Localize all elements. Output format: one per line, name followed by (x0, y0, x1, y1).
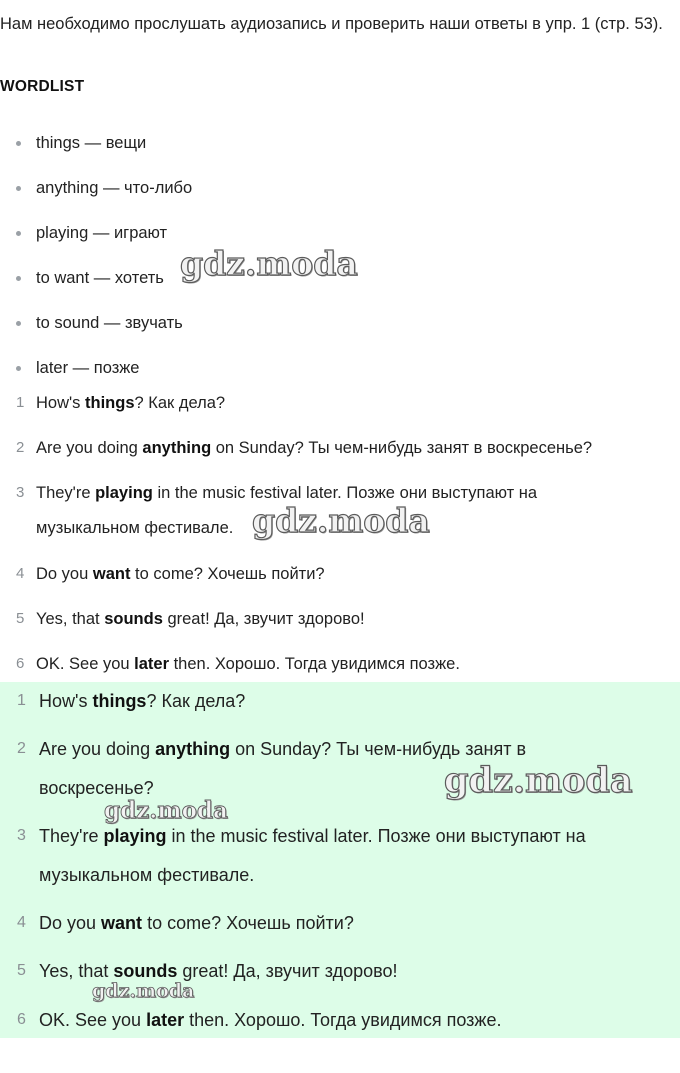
line-text: How's things? Как дела? (39, 691, 246, 711)
line-number: 4 (16, 565, 25, 582)
line-text: OK. See you later then. Хорошо. Тогда увидимся позже. (39, 1010, 502, 1030)
dialogue-line (0, 557, 680, 602)
watermark-logo: gdz.moda (92, 980, 195, 1002)
bullet-icon (16, 321, 21, 326)
line-text: Do you want to come? Хочешь пойти? (39, 913, 354, 933)
watermark-logo: gdz.moda (104, 797, 228, 824)
line-text: OK. See you later then. Хорошо. Тогда увидимся позже. (36, 655, 460, 673)
list-item (0, 306, 680, 351)
dialogue-line (0, 386, 680, 431)
wordlist-entry: later — позже (36, 359, 140, 377)
bullet-icon (16, 186, 21, 191)
line-text: Yes, that sounds great! Да, звучит здорово! (36, 610, 365, 628)
line-number: 6 (17, 1011, 26, 1028)
dialogue-line (0, 817, 680, 895)
line-text: Yes, that sounds great! Да, звучит здорово! (39, 961, 398, 981)
line-number: 2 (16, 439, 25, 456)
line-text: Are you doing anything on Sunday? Ты чем-нибудь занят в воскресенье? (39, 739, 527, 798)
bullet-icon (16, 231, 21, 236)
wordlist-entry: to sound — звучать (36, 314, 183, 332)
dialogue-line (0, 431, 680, 476)
line-text: They're playing in the music festival later. Позже они выступают на музыкальном фестивале. (36, 484, 538, 537)
bullet-icon (16, 366, 21, 371)
bullet-icon (16, 141, 21, 146)
wordlist-entry: to want — хотеть (36, 269, 164, 287)
watermark-logo: gdz.moda (180, 244, 358, 283)
line-number: 4 (17, 914, 26, 931)
dialogue-line (0, 904, 680, 943)
line-text: They're playing in the music festival later. Позже они выступают на музыкальном фестивале. (39, 826, 586, 885)
dialogue-line (0, 1001, 680, 1040)
wordlist-entry: anything — что-либо (36, 179, 193, 197)
wordlist-entry: things — вещи (36, 134, 147, 152)
line-number: 1 (16, 394, 25, 411)
line-number: 6 (16, 655, 25, 672)
dialogue-line (0, 602, 680, 647)
watermark-logo: gdz.moda (252, 501, 430, 540)
intro-text: Нам необходимо прослушать аудиозапись и проверить наши ответы в упр. 1 (стр. 53). (0, 15, 663, 33)
wordlist-heading: WORDLIST (0, 78, 85, 95)
list-item (0, 126, 680, 171)
line-number: 2 (17, 740, 26, 757)
list-item (0, 171, 680, 216)
line-number: 5 (16, 610, 25, 627)
line-number: 1 (17, 692, 26, 709)
line-text: Are you doing anything on Sunday? Ты чем-нибудь занят в воскресенье? (36, 439, 593, 457)
wordlist-entry: playing — играют (36, 224, 168, 242)
line-text: How's things? Как дела? (36, 394, 226, 412)
dialogue-line (0, 682, 680, 721)
line-number: 5 (17, 962, 26, 979)
line-number: 3 (16, 484, 25, 501)
watermark-logo: gdz.moda (444, 760, 633, 801)
bullet-icon (16, 276, 21, 281)
line-number: 3 (17, 827, 26, 844)
line-text: Do you want to come? Хочешь пойти? (36, 565, 325, 583)
